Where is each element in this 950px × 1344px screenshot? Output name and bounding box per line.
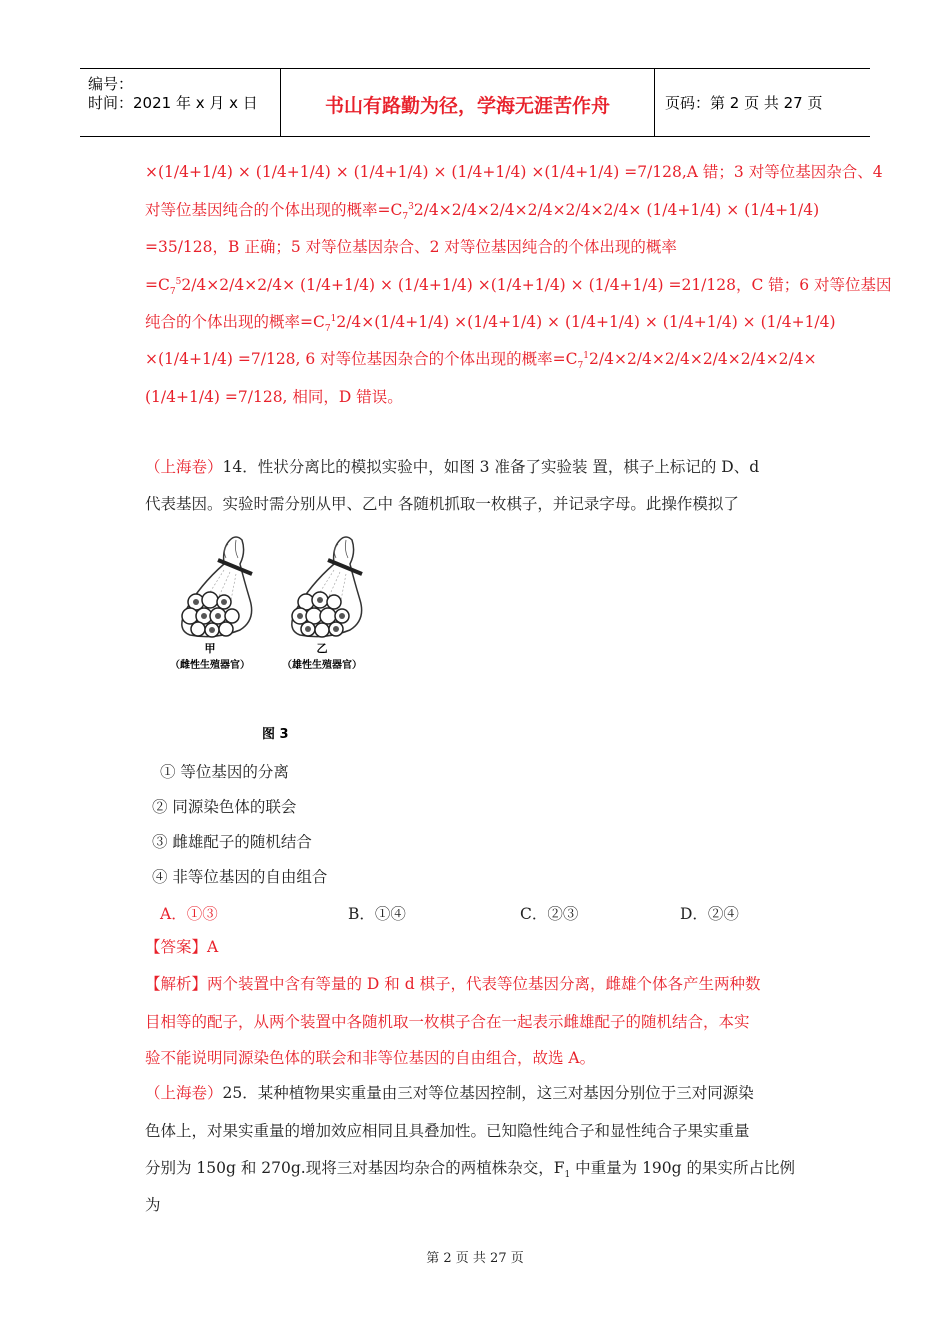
- bag-right-label: 乙: [316, 642, 328, 655]
- figure-caption: 图 3: [262, 727, 289, 742]
- figure-bags: [160, 530, 380, 680]
- para1-line2: 对等位基因纯合的个体出现的概率$=C_7^32/4\times 2/4\times 2/4\times 2/4\times 2/4\times 2/4\times (1/4+1/4) \times (1/4+1/4)$: [145, 201, 820, 223]
- para1-line5: 纯合的个体出现的概率$=C_7^12/4\times(1/4+1/4) \times(1/4+1/4) \times (1/4+1/4) \times (1/4+1/4) \times (1/4+1/4)$: [145, 313, 836, 335]
- para1-line4: $=C_7^52/4\times 2/4\times 2/4\times (1/4+1/4) \times (1/4+1/4) \times(1/4+1/4) \times (1/4+1/4) =21/128$，C 错；6 对等位基因: [145, 276, 892, 298]
- q25-line1: （上海卷）25．某种植物果实重量由三对等位基因控制，这三对基因分别位于三对同源染: [145, 1084, 754, 1102]
- option-a: A．①③: [160, 905, 218, 923]
- bag-left: [182, 537, 252, 637]
- q25-source: （上海卷）: [145, 1084, 223, 1102]
- date-label: 时间：2021 年 x 月 x 日: [88, 94, 258, 112]
- para1-line6: ×(1/4+1/4) =7/128, 6 对等位基因杂合的个体出现的概率$=C_7^12/4\times 2/4\times 2/4\times 2/4\times 2/4\times 2/4\times$: [145, 350, 817, 372]
- para1-line7: (1/4+1/4) =7/128, 相同，D 错误。: [145, 388, 403, 406]
- number-label: 编号：: [88, 75, 134, 93]
- header-table: [80, 68, 870, 137]
- q14-item-4: ④ 非等位基因的自由组合: [152, 868, 328, 886]
- bag-left-caption: （雌性生殖器官）: [170, 660, 250, 671]
- q25-line4: 为: [145, 1196, 161, 1214]
- q14-item-2: ② 同源染色体的联会: [152, 798, 297, 816]
- page-label: 页码：第 2 页 共 27 页: [665, 94, 823, 112]
- para1-line1: ×(1/4+1/4) × (1/4+1/4) × (1/4+1/4) × (1/4+1/4) ×(1/4+1/4) =7/128,A 错；3 对等位基因杂合、4: [145, 163, 883, 181]
- q14-source: （上海卷）: [145, 458, 223, 476]
- q14-item-1: ① 等位基因的分离: [160, 763, 289, 781]
- q25-line3: 分别为 150g 和 270g.现将三对基因均杂合的两植株杂交，$F_1$ 中重量为 190g 的果实所占比例: [145, 1159, 796, 1181]
- q14-line2: 代表基因。实验时需分别从甲、乙中 各随机抓取一枚棋子，并记录字母。此操作模拟了: [145, 495, 739, 513]
- option-d: D．②④: [680, 905, 739, 923]
- q14-analysis-line1: 【解析】两个装置中含有等量的 D 和 d 棋子，代表等位基因分离，雌雄个体各产生两种数: [145, 975, 761, 993]
- page-footer: 第 2 页 共 27 页: [426, 1251, 524, 1266]
- q14-answer: 【答案】A: [145, 938, 219, 956]
- header-right-cell: [655, 69, 870, 136]
- q14-line1: （上海卷）14．性状分离比的模拟实验中，如图 3 准备了实验装 置，棋子上标记的 D、d: [145, 458, 760, 476]
- bag-right: [292, 537, 362, 637]
- q14-analysis-line2: 目相等的配子，从两个装置中各随机取一枚棋子合在一起表示雌雄配子的随机结合，本实: [145, 1013, 750, 1031]
- bag-left-label: 甲: [204, 642, 216, 655]
- q14-analysis-line3: 验不能说明同源染色体的联会和非等位基因的自由组合，故选 A。: [145, 1049, 596, 1067]
- motto: 书山有路勤为径，学海无涯苦作舟: [324, 95, 610, 117]
- option-b: B．①④: [348, 905, 406, 923]
- bag-right-caption: （雄性生殖器官）: [282, 660, 362, 671]
- option-c: C．②③: [520, 905, 579, 923]
- para1-line3: =35/128，B 正确；5 对等位基因杂合、2 对等位基因纯合的个体出现的概率: [145, 238, 677, 256]
- header-left-cell: [80, 69, 281, 136]
- header-center-cell: [281, 69, 655, 136]
- q14-item-3: ③ 雌雄配子的随机结合: [152, 833, 312, 851]
- q25-line2: 色体上，对果实重量的增加效应相同且具叠加性。已知隐性纯合子和显性纯合子果实重量: [145, 1122, 750, 1140]
